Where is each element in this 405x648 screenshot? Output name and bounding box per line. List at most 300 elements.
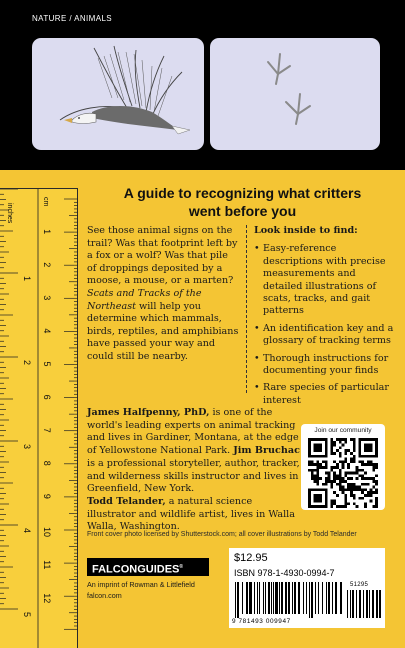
qr-module (375, 497, 378, 500)
falconguides-logo (87, 558, 209, 576)
ruler-unit-inches: inches (6, 203, 13, 224)
qr-module (356, 486, 359, 489)
qr-module (316, 463, 319, 466)
qr-module (375, 463, 378, 466)
qr-module (311, 472, 314, 475)
qr-module (372, 466, 375, 469)
barcode-bar (235, 582, 236, 618)
qr-module (350, 438, 353, 441)
qr-module (370, 477, 373, 480)
ruler-cm-number: 3 (42, 295, 52, 301)
qr-finder-center (364, 444, 372, 452)
qr-module (361, 460, 364, 463)
qr-module (342, 460, 345, 463)
qr-module (339, 460, 342, 463)
qr-module (358, 497, 361, 500)
addon-bar (359, 590, 361, 618)
barcode-bar (271, 582, 272, 614)
isbn: ISBN 978-1-4930-0994-7 (234, 568, 335, 578)
qr-module (311, 477, 314, 480)
qr-module (375, 483, 378, 486)
qr-module (347, 449, 350, 452)
qr-module (339, 474, 342, 477)
barcode-bar (340, 582, 342, 614)
qr-module (353, 472, 356, 475)
barcode-bar (259, 582, 260, 614)
price-addon-digits: 51295 (350, 582, 369, 588)
qr-module (353, 483, 356, 486)
author2-name: Jim Bruchac (233, 445, 300, 457)
qr-module (314, 477, 317, 480)
qr-module (342, 463, 345, 466)
addon-bar (366, 590, 368, 618)
qr-module (339, 480, 342, 483)
qr-module (364, 505, 367, 508)
barcode-bar (237, 582, 239, 618)
addon-bar (376, 590, 378, 618)
qr-module (353, 438, 356, 441)
qr-module (339, 486, 342, 489)
qr-module (367, 460, 370, 463)
eagle-illustration-panel (32, 38, 204, 150)
qr-module (339, 505, 342, 508)
illustrator-name: Todd Telander, (87, 495, 166, 507)
qr-code-box[interactable] (301, 424, 385, 510)
qr-module (330, 480, 333, 483)
qr-module (333, 460, 336, 463)
qr-module (322, 483, 325, 486)
qr-module (372, 480, 375, 483)
qr-module (347, 486, 350, 489)
headline (100, 184, 385, 220)
barcode-bar (257, 582, 258, 614)
qr-module (319, 466, 322, 469)
qr-module (350, 452, 353, 455)
qr-module (308, 460, 311, 463)
barcode-bar (303, 582, 304, 614)
qr-code[interactable] (307, 438, 379, 508)
qr-module (311, 463, 314, 466)
qr-module (344, 449, 347, 452)
barcode-bar (335, 582, 337, 614)
qr-module (344, 480, 347, 483)
qr-module (361, 474, 364, 477)
qr-module (330, 438, 333, 441)
qr-module (344, 452, 347, 455)
qr-module (342, 477, 345, 480)
ruler-cm-number: 8 (42, 460, 52, 466)
qr-module (330, 500, 333, 503)
bird-tracks-illustration (210, 38, 380, 150)
qr-module (370, 460, 373, 463)
intro-text-start: See those animal signs on the trail? Was that footprint left by a fox or a wolf? Was that pile of droppings deposited by a moose, a mouse, or a marten? (87, 225, 238, 287)
addon-bar (363, 590, 364, 618)
qr-module (311, 460, 314, 463)
qr-module (364, 488, 367, 491)
qr-module (339, 441, 342, 444)
qr-module (328, 480, 331, 483)
qr-module (347, 463, 350, 466)
qr-module (308, 463, 311, 466)
barcode-bar (315, 582, 316, 614)
qr-module (330, 505, 333, 508)
column-divider (246, 225, 247, 393)
qr-module (370, 491, 373, 494)
qr-module (339, 438, 342, 441)
qr-module (353, 494, 356, 497)
qr-module (325, 472, 328, 475)
qr-module (375, 480, 378, 483)
barcode-bar (309, 582, 310, 618)
qr-module (350, 486, 353, 489)
qr-module (342, 488, 345, 491)
barcode-bar (268, 582, 270, 614)
qr-module (372, 486, 375, 489)
qr-module (342, 491, 345, 494)
qr-module (339, 477, 342, 480)
look-inside-list (254, 243, 394, 407)
qr-module (353, 502, 356, 505)
qr-module (347, 502, 350, 505)
qr-module (350, 458, 353, 461)
qr-module (370, 494, 373, 497)
barcode-bar (279, 582, 280, 614)
qr-module (330, 446, 333, 449)
look-inside-heading: Look inside to find: (254, 225, 358, 236)
qr-module (347, 488, 350, 491)
qr-module (308, 469, 311, 472)
qr-module (364, 463, 367, 466)
qr-module (347, 466, 350, 469)
barcode-bar (285, 582, 287, 614)
qr-module (339, 483, 342, 486)
ruler-inch-number: 3 (22, 444, 32, 450)
qr-module (328, 472, 331, 475)
qr-module (361, 463, 364, 466)
ruler-cm-number: 7 (42, 427, 52, 433)
barcode-bar (292, 582, 293, 614)
qr-module (328, 474, 331, 477)
barcode-bar (275, 582, 278, 614)
qr-module (328, 477, 331, 480)
qr-module (353, 444, 356, 447)
ruler-cm-number: 6 (42, 394, 52, 400)
qr-module (350, 477, 353, 480)
ruler-cm-number: 10 (42, 527, 52, 538)
barcode-bar (318, 582, 319, 614)
qr-module (336, 463, 339, 466)
qr-module (336, 477, 339, 480)
ruler-cm-number: 12 (42, 593, 52, 604)
look-inside-item: • Rare species of particular interest (254, 382, 394, 407)
qr-module (350, 488, 353, 491)
qr-module (325, 480, 328, 483)
qr-module (361, 491, 364, 494)
qr-module (336, 474, 339, 477)
qr-module (350, 472, 353, 475)
qr-module (356, 469, 359, 472)
qr-module (333, 441, 336, 444)
qr-module (344, 497, 347, 500)
qr-module (361, 488, 364, 491)
qr-module (344, 494, 347, 497)
qr-module (353, 455, 356, 458)
qr-module (367, 477, 370, 480)
qr-module (325, 463, 328, 466)
qr-module (364, 502, 367, 505)
qr-module (316, 477, 319, 480)
qr-module (344, 505, 347, 508)
look-inside-item: • Thorough instructions for documenting your finds (254, 353, 394, 378)
qr-module (333, 491, 336, 494)
qr-module (358, 488, 361, 491)
qr-module (342, 486, 345, 489)
qr-module (342, 438, 345, 441)
qr-module (316, 480, 319, 483)
qr-module (356, 477, 359, 480)
qr-module (330, 502, 333, 505)
qr-module (339, 472, 342, 475)
addon-bar (356, 590, 357, 618)
isbn-barcode-box (229, 548, 385, 628)
ruler-inch-number: 1 (22, 276, 32, 282)
barcode-bar (288, 582, 290, 614)
qr-module (370, 500, 373, 503)
imprint-line: An imprint of Rowman & Littlefield (87, 580, 195, 589)
qr-module (364, 483, 367, 486)
intro-text-end: will help you determine which mammals, birds, reptiles, and amphibians have passed your way and could still be nearby. (87, 300, 239, 362)
barcode (229, 548, 385, 628)
barcode-bar (273, 582, 274, 614)
qr-module (356, 505, 359, 508)
qr-module (347, 472, 350, 475)
ruler-cm-number: 5 (42, 361, 52, 367)
qr-module (375, 505, 378, 508)
publisher-website[interactable]: falcon.com (87, 591, 122, 600)
ruler-cm-number: 9 (42, 493, 52, 499)
qr-module (333, 444, 336, 447)
barcode-bar (254, 582, 255, 614)
ruler-inch-number: 5 (22, 612, 32, 618)
ruler-inch-number: 4 (22, 528, 32, 534)
qr-module (314, 480, 317, 483)
qr-module (372, 469, 375, 472)
qr-module (358, 486, 361, 489)
qr-module (358, 469, 361, 472)
barcode-bar (246, 582, 248, 614)
qr-module (314, 463, 317, 466)
qr-module (353, 449, 356, 452)
qr-module (375, 474, 378, 477)
qr-module (311, 474, 314, 477)
qr-module (344, 458, 347, 461)
qr-module (316, 474, 319, 477)
qr-module (316, 483, 319, 486)
qr-module (367, 483, 370, 486)
ruler-scale (0, 189, 78, 648)
qr-module (358, 474, 361, 477)
qr-module (316, 460, 319, 463)
qr-module (372, 463, 375, 466)
qr-module (344, 460, 347, 463)
qr-module (353, 446, 356, 449)
qr-module (375, 502, 378, 505)
barcode-digits: 9 781493 009947 (232, 618, 291, 625)
addon-bar (372, 590, 374, 618)
qr-module (339, 455, 342, 458)
qr-module (311, 469, 314, 472)
qr-module (325, 466, 328, 469)
qr-module (342, 466, 345, 469)
qr-module (314, 469, 317, 472)
qr-module (353, 441, 356, 444)
qr-module (375, 488, 378, 491)
ruler-unit-cm: cm (42, 197, 49, 207)
qr-module (350, 483, 353, 486)
intro-paragraph (87, 225, 239, 364)
illustrator-text: a natural science illustrator and wildlife artist, lives in Walla Walla, Washington. (87, 495, 295, 533)
ruler-cm-number: 11 (42, 560, 52, 570)
qr-module (372, 491, 375, 494)
barcode-bar (298, 582, 300, 614)
qr-module (350, 494, 353, 497)
qr-module (333, 472, 336, 475)
addon-bar (352, 590, 354, 618)
qr-module (353, 460, 356, 463)
qr-module (344, 441, 347, 444)
qr-module (330, 452, 333, 455)
book-title: Scats and Tracks of the Northeast (87, 287, 202, 312)
barcode-bar (263, 582, 264, 614)
qr-module (344, 474, 347, 477)
barcode-bar (281, 582, 283, 614)
qr-module (361, 477, 364, 480)
look-inside-item: • An identification key and a glossary of tracking terms (254, 323, 394, 348)
qr-module (333, 474, 336, 477)
qr-finder-center (314, 444, 322, 452)
qr-module (333, 502, 336, 505)
addon-bar (369, 590, 370, 618)
qr-module (336, 438, 339, 441)
look-inside-section (254, 225, 394, 412)
qr-module (336, 494, 339, 497)
qr-module (336, 466, 339, 469)
qr-module (336, 505, 339, 508)
qr-module (333, 500, 336, 503)
category-label: NATURE / ANIMALS (32, 14, 113, 23)
qr-module (333, 480, 336, 483)
qr-module (322, 466, 325, 469)
barcode-bar (332, 582, 333, 614)
qr-module (325, 460, 328, 463)
qr-module (347, 483, 350, 486)
qr-module (356, 472, 359, 475)
qr-module (319, 463, 322, 466)
qr-module (333, 477, 336, 480)
qr-module (330, 486, 333, 489)
qr-module (364, 477, 367, 480)
qr-module (353, 488, 356, 491)
qr-module (344, 438, 347, 441)
qr-module (330, 441, 333, 444)
qr-module (375, 466, 378, 469)
qr-module (372, 477, 375, 480)
qr-module (319, 477, 322, 480)
headline-line-2: went before you (188, 203, 297, 219)
ruler-cm-number: 4 (42, 328, 52, 334)
author1-text: is one of the world's leading experts on animal tracking and lives in Gardiner, Montana, at the edge of Yellowstone National Park. (87, 407, 299, 457)
qr-module (367, 463, 370, 466)
qr-module (370, 488, 373, 491)
barcode-bar (328, 582, 330, 614)
qr-module (361, 469, 364, 472)
qr-module (361, 497, 364, 500)
qr-module (358, 460, 361, 463)
barcode-bar (306, 582, 307, 614)
ruler-cm-number: 2 (42, 262, 52, 268)
barcode-bar (311, 582, 313, 618)
qr-module (316, 469, 319, 472)
qr-module (339, 446, 342, 449)
qr-module (353, 486, 356, 489)
qr-module (333, 466, 336, 469)
addon-bar (350, 590, 351, 618)
measuring-ruler (0, 188, 78, 648)
qr-label: Join our community (314, 427, 372, 434)
qr-module (364, 494, 367, 497)
barcode-bar (249, 582, 252, 614)
qr-module (353, 458, 356, 461)
barcode-bar (265, 582, 266, 614)
author1-name: James Halfpenny, PhD, (87, 407, 210, 418)
qr-module (330, 469, 333, 472)
qr-module (330, 449, 333, 452)
qr-module (336, 449, 339, 452)
qr-module (314, 474, 317, 477)
brand-name: FALCONGUIDES (92, 563, 180, 576)
headline-line-1: A guide to recognizing what critters (123, 185, 362, 201)
qr-module (322, 460, 325, 463)
qr-module (325, 483, 328, 486)
qr-module (344, 488, 347, 491)
cover-credit: Front cover photo licensed by Shutterstock.com; all cover illustrations by Todd Telander (87, 531, 357, 538)
qr-module (342, 505, 345, 508)
qr-finder-center (314, 494, 322, 502)
ruler-inch-number: 2 (22, 360, 32, 366)
qr-module (367, 491, 370, 494)
qr-module (342, 480, 345, 483)
bird-tracks-panel (210, 38, 380, 150)
qr-module (353, 497, 356, 500)
barcode-bar (242, 582, 243, 614)
qr-module (316, 472, 319, 475)
qr-module (361, 483, 364, 486)
qr-module (330, 444, 333, 447)
qr-module (370, 463, 373, 466)
qr-module (350, 460, 353, 463)
qr-module (372, 505, 375, 508)
qr-module (356, 466, 359, 469)
addon-bar (347, 590, 348, 618)
qr-module (342, 444, 345, 447)
qr-module (336, 483, 339, 486)
qr-module (375, 500, 378, 503)
qr-module (350, 491, 353, 494)
barcode-bar (322, 582, 323, 614)
qr-module (344, 502, 347, 505)
qr-module (339, 469, 342, 472)
qr-module (367, 494, 370, 497)
